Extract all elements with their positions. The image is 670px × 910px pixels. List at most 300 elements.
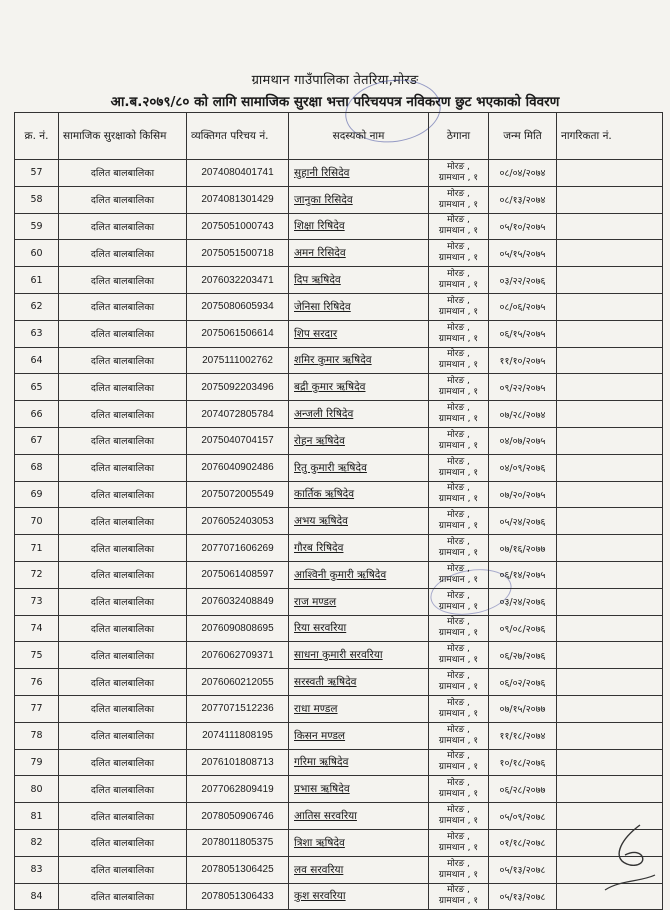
member-name: गरिमा ऋषिदेव	[294, 756, 349, 769]
table-row	[15, 320, 663, 347]
table-header-row	[15, 113, 663, 160]
table-row	[15, 427, 663, 454]
cell-name	[289, 883, 429, 910]
address-district: मोरङ ,	[447, 831, 470, 842]
cell-sn: 73	[15, 588, 59, 615]
address-municipality: ग्रामथान , १	[438, 574, 479, 585]
cell-dob: ०९/२२/२०७५	[489, 374, 557, 401]
cell-name	[289, 427, 429, 454]
address-municipality: ग्रामथान , १	[438, 762, 479, 773]
cell-id: 2075061408597	[187, 561, 289, 588]
cell-sn: 78	[15, 722, 59, 749]
cell-dob: ०६/१४/२०७५	[489, 561, 557, 588]
member-name: आश्विनी कुमारी ऋषिदेव	[294, 568, 387, 581]
address-municipality: ग्रामथान , १	[438, 842, 479, 853]
member-name: कुश सरवरिया	[294, 890, 346, 903]
member-name: सरस्वती ऋषिदेव	[294, 676, 357, 689]
cell-citizenship	[557, 347, 663, 374]
cell-id: 2074111808195	[187, 722, 289, 749]
member-name: त्रिशा ऋषिदेव	[294, 836, 345, 849]
cell-category: दलित बालबालिका	[59, 508, 187, 535]
address-municipality: ग्रामथान , १	[438, 816, 479, 827]
address-district: मोरङ ,	[447, 483, 470, 494]
col-header-sn: क्र. नं.	[15, 113, 59, 160]
cell-category: दलित बालबालिका	[59, 722, 187, 749]
cell-name	[289, 695, 429, 722]
address-municipality: ग्रामथान , १	[438, 333, 479, 344]
cell-address	[429, 829, 489, 856]
address-municipality: ग्रामथान , १	[438, 360, 479, 371]
address-district: मोरङ ,	[447, 617, 470, 628]
table-row	[15, 160, 663, 187]
cell-id: 2075061506614	[187, 320, 289, 347]
cell-dob: ०७/२०/२०७५	[489, 481, 557, 508]
address-district: मोरङ ,	[447, 510, 470, 521]
address-municipality: ग्रामथान , १	[438, 306, 479, 317]
cell-id: 2075092203496	[187, 374, 289, 401]
address-district: मोरङ ,	[447, 778, 470, 789]
table-row	[15, 722, 663, 749]
address-municipality: ग्रामथान , १	[438, 414, 479, 425]
cell-sn: 70	[15, 508, 59, 535]
cell-dob: ०७/१६/२०७७	[489, 535, 557, 562]
cell-name	[289, 561, 429, 588]
cell-address	[429, 401, 489, 428]
cell-citizenship	[557, 240, 663, 267]
member-name: अन्जली रिषिदेव	[294, 408, 354, 421]
address-district: मोरङ ,	[447, 697, 470, 708]
cell-id: 2076101808713	[187, 749, 289, 776]
table-row	[15, 695, 663, 722]
cell-name	[289, 267, 429, 294]
cell-dob: ०५/१०/२०७५	[489, 213, 557, 240]
address-municipality: ग्रामथान , १	[438, 789, 479, 800]
document-subtitle: आ.ब.२०७९/८० को लागि सामाजिक सुरक्षा भत्ता परिचयपत्र नविकरण छुट भएकाको विवरण	[110, 94, 560, 110]
cell-name	[289, 642, 429, 669]
cell-name	[289, 588, 429, 615]
cell-dob: ११/१०/२०७५	[489, 347, 557, 374]
cell-sn: 69	[15, 481, 59, 508]
cell-name	[289, 749, 429, 776]
cell-dob: ०७/२८/२०७४	[489, 401, 557, 428]
table-row	[15, 803, 663, 830]
cell-address	[429, 454, 489, 481]
cell-id: 2076032203471	[187, 267, 289, 294]
cell-id: 2076052403053	[187, 508, 289, 535]
cell-dob: १०/१८/२०७६	[489, 749, 557, 776]
cell-address	[429, 293, 489, 320]
col-header-id: व्यक्तिगत परिचय नं.	[187, 113, 289, 160]
cell-sn: 61	[15, 267, 59, 294]
cell-sn: 58	[15, 186, 59, 213]
member-name: प्रभास ऋषिदेव	[294, 783, 350, 796]
cell-name	[289, 213, 429, 240]
cell-name	[289, 186, 429, 213]
cell-sn: 57	[15, 160, 59, 187]
cell-sn: 68	[15, 454, 59, 481]
cell-category: दलित बालबालिका	[59, 347, 187, 374]
beneficiary-table	[14, 112, 663, 910]
cell-name	[289, 160, 429, 187]
cell-category: दलित बालबालिका	[59, 320, 187, 347]
cell-id: 2075072005549	[187, 481, 289, 508]
cell-dob: ०५/१३/२०७८	[489, 883, 557, 910]
cell-sn: 66	[15, 401, 59, 428]
cell-sn: 79	[15, 749, 59, 776]
cell-citizenship	[557, 267, 663, 294]
member-name: कार्तिक ऋषिदेव	[294, 488, 355, 501]
address-district: मोरङ ,	[447, 456, 470, 467]
cell-category: दलित बालबालिका	[59, 776, 187, 803]
cell-citizenship	[557, 669, 663, 696]
member-name: शिक्षा रिषिदेव	[294, 220, 345, 233]
address-district: मोरङ ,	[447, 242, 470, 253]
cell-id: 2074080401741	[187, 160, 289, 187]
table-row	[15, 186, 663, 213]
cell-id: 2076040902486	[187, 454, 289, 481]
cell-citizenship	[557, 615, 663, 642]
cell-address	[429, 561, 489, 588]
cell-category: दलित बालबालिका	[59, 186, 187, 213]
col-header-name: सदस्यको नाम	[289, 113, 429, 160]
table-row	[15, 213, 663, 240]
cell-address	[429, 642, 489, 669]
cell-id: 2075111002762	[187, 347, 289, 374]
table-row	[15, 401, 663, 428]
cell-id: 2076062709371	[187, 642, 289, 669]
member-name: शिप सरदार	[294, 327, 338, 340]
cell-name	[289, 347, 429, 374]
table-row	[15, 829, 663, 856]
cell-name	[289, 454, 429, 481]
table-row	[15, 588, 663, 615]
cell-category: दलित बालबालिका	[59, 669, 187, 696]
col-header-citizenship: नागरिकता नं.	[557, 113, 663, 160]
address-municipality: ग्रामथान , १	[438, 467, 479, 478]
cell-category: दलित बालबालिका	[59, 615, 187, 642]
cell-name	[289, 508, 429, 535]
cell-category: दलित बालबालिका	[59, 454, 187, 481]
member-name: साधना कुमारी सरवरिया	[294, 649, 383, 662]
table-row	[15, 615, 663, 642]
cell-citizenship	[557, 749, 663, 776]
cell-dob: ०८/०४/२०७४	[489, 160, 557, 187]
address-district: मोरङ ,	[447, 563, 470, 574]
cell-sn: 82	[15, 829, 59, 856]
cell-dob: ०६/२८/२०७७	[489, 776, 557, 803]
cell-citizenship	[557, 427, 663, 454]
address-municipality: ग्रामथान , १	[438, 494, 479, 505]
cell-sn: 59	[15, 213, 59, 240]
signature-mark	[600, 820, 660, 900]
address-district: मोरङ ,	[447, 724, 470, 735]
cell-address	[429, 695, 489, 722]
cell-address	[429, 213, 489, 240]
cell-citizenship	[557, 508, 663, 535]
cell-dob: ०६/१५/२०७५	[489, 320, 557, 347]
cell-address	[429, 267, 489, 294]
address-municipality: ग्रामथान , १	[438, 708, 479, 719]
cell-address	[429, 481, 489, 508]
cell-address	[429, 883, 489, 910]
cell-citizenship	[557, 401, 663, 428]
cell-sn: 63	[15, 320, 59, 347]
cell-id: 2077062809419	[187, 776, 289, 803]
cell-address	[429, 749, 489, 776]
table-row	[15, 642, 663, 669]
cell-address	[429, 347, 489, 374]
address-district: मोरङ ,	[447, 537, 470, 548]
cell-name	[289, 401, 429, 428]
cell-id: 2076060212055	[187, 669, 289, 696]
cell-dob: ०८/१३/२०७४	[489, 186, 557, 213]
cell-sn: 65	[15, 374, 59, 401]
member-name: गौरब रिषिदेव	[294, 542, 344, 555]
cell-category: दलित बालबालिका	[59, 535, 187, 562]
cell-id: 2075080605934	[187, 293, 289, 320]
address-district: मोरङ ,	[447, 644, 470, 655]
cell-citizenship	[557, 481, 663, 508]
cell-name	[289, 293, 429, 320]
table-row	[15, 347, 663, 374]
table-row	[15, 240, 663, 267]
address-district: मोरङ ,	[447, 429, 470, 440]
cell-address	[429, 803, 489, 830]
address-municipality: ग्रामथान , १	[438, 735, 479, 746]
cell-address	[429, 615, 489, 642]
member-name: शमिर कुमार ऋषिदेव	[294, 354, 372, 367]
address-municipality: ग्रामथान , १	[438, 280, 479, 291]
cell-dob: ०१/१८/२०७८	[489, 829, 557, 856]
member-name: लव सरवरिया	[294, 863, 344, 876]
cell-dob: ०५/१५/२०७५	[489, 240, 557, 267]
col-header-dob: जन्म मिति	[489, 113, 557, 160]
member-name: राधा मण्डल	[294, 702, 338, 715]
address-district: मोरङ ,	[447, 858, 470, 869]
cell-name	[289, 776, 429, 803]
cell-category: दलित बालबालिका	[59, 695, 187, 722]
cell-citizenship	[557, 642, 663, 669]
cell-dob: ०३/२४/२०७६	[489, 588, 557, 615]
cell-dob: ०४/०७/२०७५	[489, 427, 557, 454]
cell-dob: ०६/०२/२०७६	[489, 669, 557, 696]
table-row	[15, 776, 663, 803]
cell-sn: 74	[15, 615, 59, 642]
cell-name	[289, 320, 429, 347]
cell-name	[289, 829, 429, 856]
address-district: मोरङ ,	[447, 188, 470, 199]
address-district: मोरङ ,	[447, 295, 470, 306]
cell-address	[429, 722, 489, 749]
cell-sn: 75	[15, 642, 59, 669]
address-district: मोरङ ,	[447, 376, 470, 387]
cell-category: दलित बालबालिका	[59, 427, 187, 454]
cell-citizenship	[557, 213, 663, 240]
address-municipality: ग्रामथान , १	[438, 387, 479, 398]
address-district: मोरङ ,	[447, 269, 470, 280]
cell-dob: ०९/०८/२०७६	[489, 615, 557, 642]
member-name: अभय ऋषिदेव	[294, 515, 348, 528]
cell-citizenship	[557, 454, 663, 481]
cell-sn: 83	[15, 856, 59, 883]
cell-id: 2076032408849	[187, 588, 289, 615]
cell-name	[289, 803, 429, 830]
cell-sn: 72	[15, 561, 59, 588]
cell-name	[289, 856, 429, 883]
cell-sn: 62	[15, 293, 59, 320]
table-row	[15, 669, 663, 696]
cell-category: दलित बालबालिका	[59, 401, 187, 428]
member-name: अमन रिसिदेव	[294, 247, 346, 260]
cell-address	[429, 535, 489, 562]
cell-citizenship	[557, 588, 663, 615]
cell-sn: 80	[15, 776, 59, 803]
member-name: राज मण्डल	[294, 595, 337, 608]
address-municipality: ग्रामथान , १	[438, 199, 479, 210]
member-name: जानुका रिसिदेव	[294, 193, 353, 206]
cell-category: दलित बालबालिका	[59, 240, 187, 267]
cell-id: 2074081301429	[187, 186, 289, 213]
member-name: रिया सरवरिया	[294, 622, 347, 635]
cell-dob: ०८/०६/२०७५	[489, 293, 557, 320]
cell-sn: 71	[15, 535, 59, 562]
cell-id: 2077071512236	[187, 695, 289, 722]
cell-dob: ०३/२२/२०७६	[489, 267, 557, 294]
address-municipality: ग्रामथान , १	[438, 601, 479, 612]
address-district: मोरङ ,	[447, 349, 470, 360]
cell-sn: 67	[15, 427, 59, 454]
cell-citizenship	[557, 186, 663, 213]
cell-category: दलित बालबालिका	[59, 642, 187, 669]
address-district: मोरङ ,	[447, 805, 470, 816]
cell-citizenship	[557, 320, 663, 347]
cell-address	[429, 374, 489, 401]
cell-dob: ०७/१५/२०७७	[489, 695, 557, 722]
table-row	[15, 508, 663, 535]
member-name: रोहन ऋषिदेव	[294, 434, 345, 447]
cell-dob: ०६/२७/२०७६	[489, 642, 557, 669]
cell-address	[429, 186, 489, 213]
address-district: मोरङ ,	[447, 885, 470, 896]
cell-category: दलित बालबालिका	[59, 374, 187, 401]
cell-id: 2078050906746	[187, 803, 289, 830]
cell-sn: 64	[15, 347, 59, 374]
cell-id: 2076090808695	[187, 615, 289, 642]
cell-dob: ०५/२४/२०७६	[489, 508, 557, 535]
cell-address	[429, 427, 489, 454]
cell-sn: 81	[15, 803, 59, 830]
cell-dob: ११/१८/२०७४	[489, 722, 557, 749]
cell-category: दलित बालबालिका	[59, 803, 187, 830]
table-row	[15, 267, 663, 294]
address-district: मोरङ ,	[447, 671, 470, 682]
address-municipality: ग्रामथान , १	[438, 172, 479, 183]
cell-id: 2075051500718	[187, 240, 289, 267]
cell-dob: ०५/०९/२०७८	[489, 803, 557, 830]
table-row	[15, 481, 663, 508]
cell-citizenship	[557, 695, 663, 722]
member-name: जेनिसा रिषिदेव	[294, 300, 351, 313]
cell-category: दलित बालबालिका	[59, 883, 187, 910]
cell-category: दलित बालबालिका	[59, 588, 187, 615]
cell-address	[429, 508, 489, 535]
table-row	[15, 749, 663, 776]
address-municipality: ग्रामथान , १	[438, 226, 479, 237]
cell-address	[429, 320, 489, 347]
cell-category: दलित बालबालिका	[59, 213, 187, 240]
cell-id: 2074072805784	[187, 401, 289, 428]
address-municipality: ग्रामथान , १	[438, 521, 479, 532]
cell-name	[289, 240, 429, 267]
cell-citizenship	[557, 293, 663, 320]
address-municipality: ग्रामथान , १	[438, 869, 479, 880]
table-row	[15, 454, 663, 481]
address-municipality: ग्रामथान , १	[438, 253, 479, 264]
cell-id: 2077071606269	[187, 535, 289, 562]
cell-address	[429, 669, 489, 696]
cell-category: दलित बालबालिका	[59, 293, 187, 320]
member-name: बद्री कुमार ऋषिदेव	[294, 381, 366, 394]
address-district: मोरङ ,	[447, 322, 470, 333]
col-header-category: सामाजिक सुरक्षाको किसिम	[59, 113, 187, 160]
cell-citizenship	[557, 374, 663, 401]
cell-category: दलित बालबालिका	[59, 160, 187, 187]
cell-name	[289, 481, 429, 508]
cell-address	[429, 240, 489, 267]
cell-citizenship	[557, 160, 663, 187]
cell-category: दलित बालबालिका	[59, 481, 187, 508]
cell-address	[429, 160, 489, 187]
address-municipality: ग्रामथान , १	[438, 682, 479, 693]
cell-name	[289, 374, 429, 401]
cell-name	[289, 722, 429, 749]
table-row	[15, 561, 663, 588]
cell-citizenship	[557, 776, 663, 803]
table-row	[15, 293, 663, 320]
cell-sn: 84	[15, 883, 59, 910]
cell-dob: ०४/०९/२०७६	[489, 454, 557, 481]
address-district: मोरङ ,	[447, 215, 470, 226]
address-district: मोरङ ,	[447, 590, 470, 601]
member-name: आतिस सरवरिया	[294, 810, 357, 823]
cell-category: दलित बालबालिका	[59, 749, 187, 776]
address-municipality: ग्रामथान , १	[438, 440, 479, 451]
member-name: सुहानी रिसिदेव	[294, 166, 350, 179]
table-row	[15, 374, 663, 401]
cell-citizenship	[557, 535, 663, 562]
cell-name	[289, 615, 429, 642]
member-name: दिप ऋषिदेव	[294, 274, 341, 287]
cell-category: दलित बालबालिका	[59, 267, 187, 294]
cell-category: दलित बालबालिका	[59, 561, 187, 588]
member-name: किसन मण्डल	[294, 729, 346, 742]
member-name: रितु कुमारी ऋषिदेव	[294, 461, 367, 474]
cell-id: 2078011805375	[187, 829, 289, 856]
cell-sn: 60	[15, 240, 59, 267]
table-row	[15, 856, 663, 883]
cell-citizenship	[557, 561, 663, 588]
address-district: मोरङ ,	[447, 161, 470, 172]
address-municipality: ग्रामथान , १	[438, 655, 479, 666]
cell-id: 2078051306425	[187, 856, 289, 883]
document-title: ग्रामथान गाउँपालिका तेतरिया,मोरङ	[251, 73, 419, 88]
cell-address	[429, 856, 489, 883]
address-municipality: ग्रामथान , १	[438, 548, 479, 559]
address-district: मोरङ ,	[447, 403, 470, 414]
address-municipality: ग्रामथान , १	[438, 628, 479, 639]
cell-citizenship	[557, 722, 663, 749]
cell-id: 2075040704157	[187, 427, 289, 454]
